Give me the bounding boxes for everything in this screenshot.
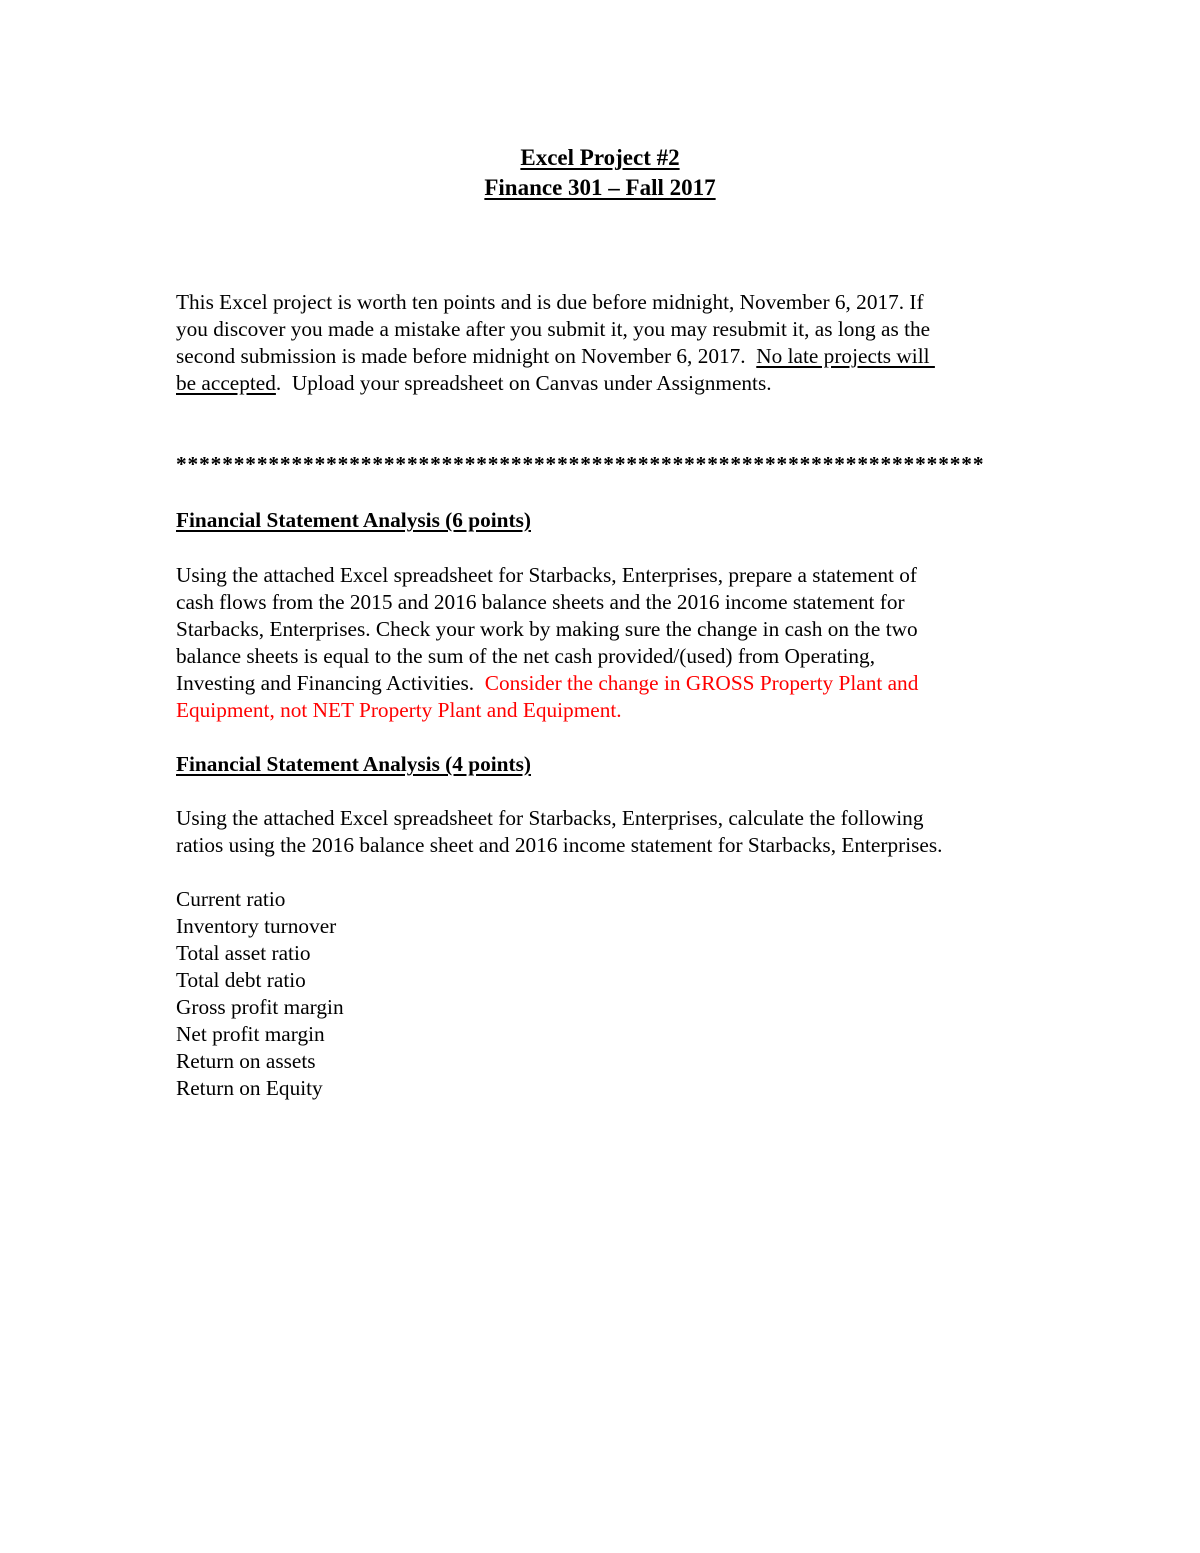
intro-line-1: This Excel project is worth ten points and is due before midnight, November 6, 2017. If [176,290,924,314]
section-1 [176,507,1036,534]
intro-line-2: you discover you made a mistake after you submit it, you may resubmit it, as long as the [176,317,931,341]
intro-line-3 [176,343,1036,370]
section-2-line-2: ratios using the 2016 balance sheet and 2016 income statement for Starbacks, Enterprises. [176,833,943,857]
gross-ppe-note: Consider the change in GROSS Property Plant and [484,671,919,695]
section-1-line-1: Using the attached Excel spreadsheet for Starbacks, Enterprises, prepare a statement of [176,563,917,587]
list-item: Gross profit margin [176,995,344,1019]
separator-line: ********************************************************************** [176,452,985,476]
section-1-line-4: balance sheets is equal to the sum of the net cash provided/(used) from Operating, [176,644,876,668]
intro-paragraph [176,289,1036,397]
list-item: Current ratio [176,887,286,911]
title-line-1: Excel Project #2 [520,145,680,170]
ratio-list [176,886,1036,1102]
late-policy-text-end: be accepted [176,371,276,395]
list-item: Total asset ratio [176,941,311,965]
section-1-heading: Financial Statement Analysis (6 points) [176,508,531,532]
intro-line-3-text: second submission is made before midnight on November 6, 2017. [176,344,757,368]
section-2-line-1: Using the attached Excel spreadsheet for Starbacks, Enterprises, calculate the following [176,806,924,830]
intro-line-4 [176,370,1036,397]
title-line-2: Finance 301 – Fall 2017 [484,175,716,200]
section-1-line-2: cash flows from the 2015 and 2016 balance sheets and the 2016 income statement for [176,590,905,614]
list-item: Inventory turnover [176,914,337,938]
list-item: Net profit margin [176,1022,325,1046]
late-policy-text: No late projects will [756,344,935,368]
document-title [0,143,1200,203]
section-1-line-3: Starbacks, Enterprises. Check your work by making sure the change in cash on the two [176,617,918,641]
section-2 [176,751,1036,778]
upload-instruction: . Upload your spreadsheet on Canvas under Assignments. [275,371,772,395]
section-1-line-6: Equipment, not NET Property Plant and Equipment. [176,698,622,722]
list-item: Return on Equity [176,1076,323,1100]
section-2-paragraph [176,805,1036,859]
section-1-paragraph [176,562,1036,724]
list-item: Total debt ratio [176,968,306,992]
section-2-heading: Financial Statement Analysis (4 points) [176,752,531,776]
section-1-line-5 [176,670,1036,697]
list-item: Return on assets [176,1049,316,1073]
section-1-line-5-text: Investing and Financing Activities. [176,671,485,695]
